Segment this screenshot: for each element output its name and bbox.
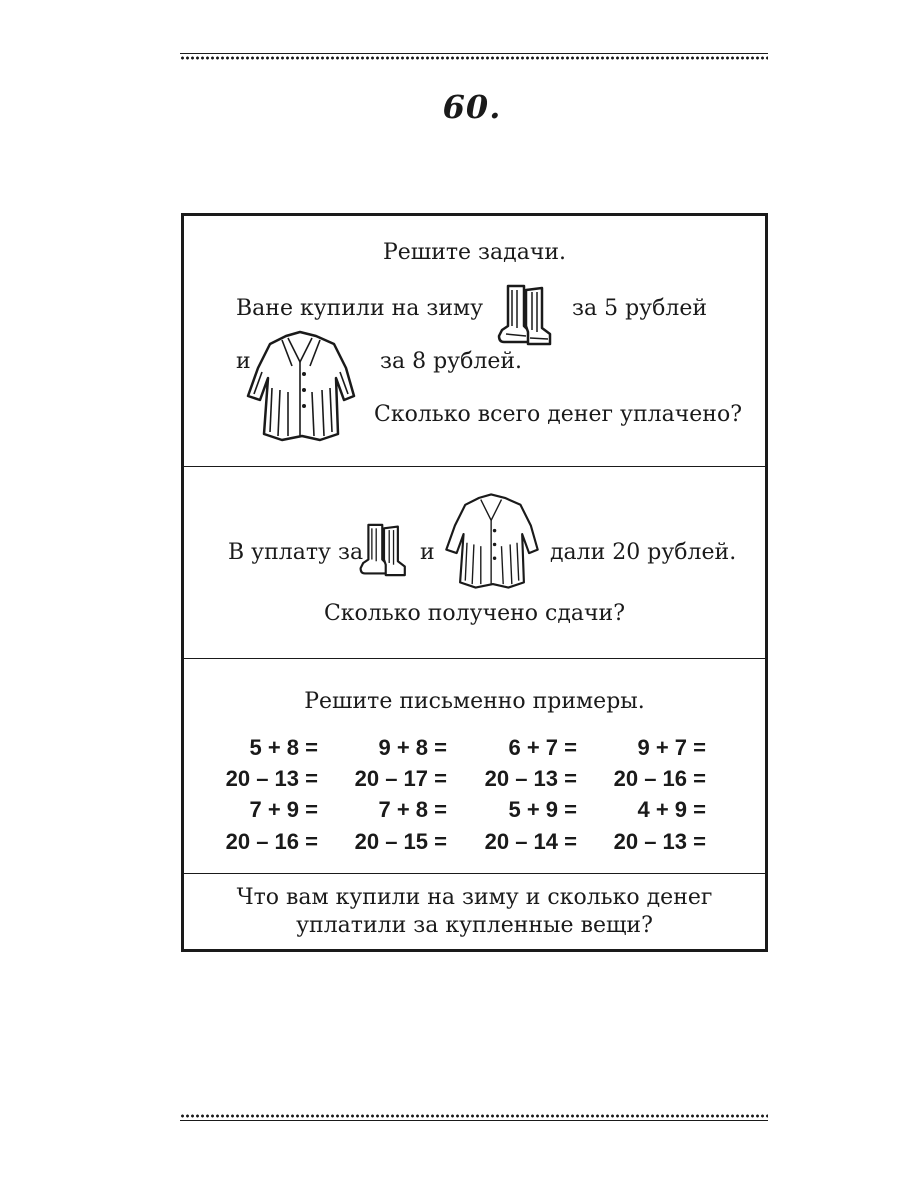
example-r3-c1: 7 + 9 = — [249, 797, 318, 822]
task2-line-end: дали 20 рублей. — [550, 540, 737, 565]
task1-heading: Решите задачи. — [382, 240, 567, 265]
task1-question: Сколько всего денег уплачено? — [374, 402, 742, 427]
task-frame — [181, 213, 768, 952]
example-r3-c2: 7 + 8 = — [378, 797, 447, 822]
bottom-dotted-rule — [180, 1114, 768, 1122]
task1-line1-start: Ване купили на зиму — [236, 296, 484, 321]
task-section-3 — [184, 659, 765, 874]
task2-line-mid: и — [420, 540, 435, 565]
top-dotted-rule — [180, 53, 768, 61]
task-section-1 — [184, 216, 765, 467]
example-r4-c4: 20 – 13 = — [613, 829, 706, 854]
example-r1-c1: 5 + 8 = — [249, 735, 318, 760]
task1-line2-start: и — [236, 349, 251, 374]
example-r3-c4: 4 + 9 = — [637, 797, 706, 822]
page-number: 60. — [442, 88, 502, 126]
task1-line1-end: за 5 рублей — [572, 296, 708, 321]
example-r2-c4: 20 – 16 = — [613, 766, 706, 791]
task1-line2-end: за 8 рублей. — [380, 349, 523, 374]
task2-question: Сколько получено сдачи? — [323, 601, 626, 626]
felt-boots-icon — [358, 519, 410, 581]
task-section-2 — [184, 467, 765, 659]
task4-line1: Что вам купили на зиму и сколько денег — [236, 885, 713, 910]
example-r1-c3: 6 + 7 = — [508, 735, 577, 760]
example-r1-c2: 9 + 8 = — [378, 735, 447, 760]
example-r4-c2: 20 – 15 = — [354, 829, 447, 854]
felt-boots-icon — [496, 282, 556, 348]
task4-line2: уплатили за купленные вещи? — [296, 913, 653, 938]
example-r2-c2: 20 – 17 = — [354, 766, 447, 791]
example-r2-c3: 20 – 13 = — [484, 766, 577, 791]
coat-icon — [440, 491, 544, 591]
task4-question — [184, 884, 765, 940]
example-r3-c3: 5 + 9 = — [508, 797, 577, 822]
task2-line-start: В уплату за — [228, 540, 364, 565]
example-r4-c1: 20 – 16 = — [225, 829, 318, 854]
example-r4-c3: 20 – 14 = — [484, 829, 577, 854]
coat-icon — [242, 328, 360, 444]
example-r1-c4: 9 + 7 = — [637, 735, 706, 760]
task3-heading: Решите письменно примеры. — [304, 689, 645, 714]
example-r2-c1: 20 – 13 = — [225, 766, 318, 791]
task-section-4 — [184, 874, 765, 949]
